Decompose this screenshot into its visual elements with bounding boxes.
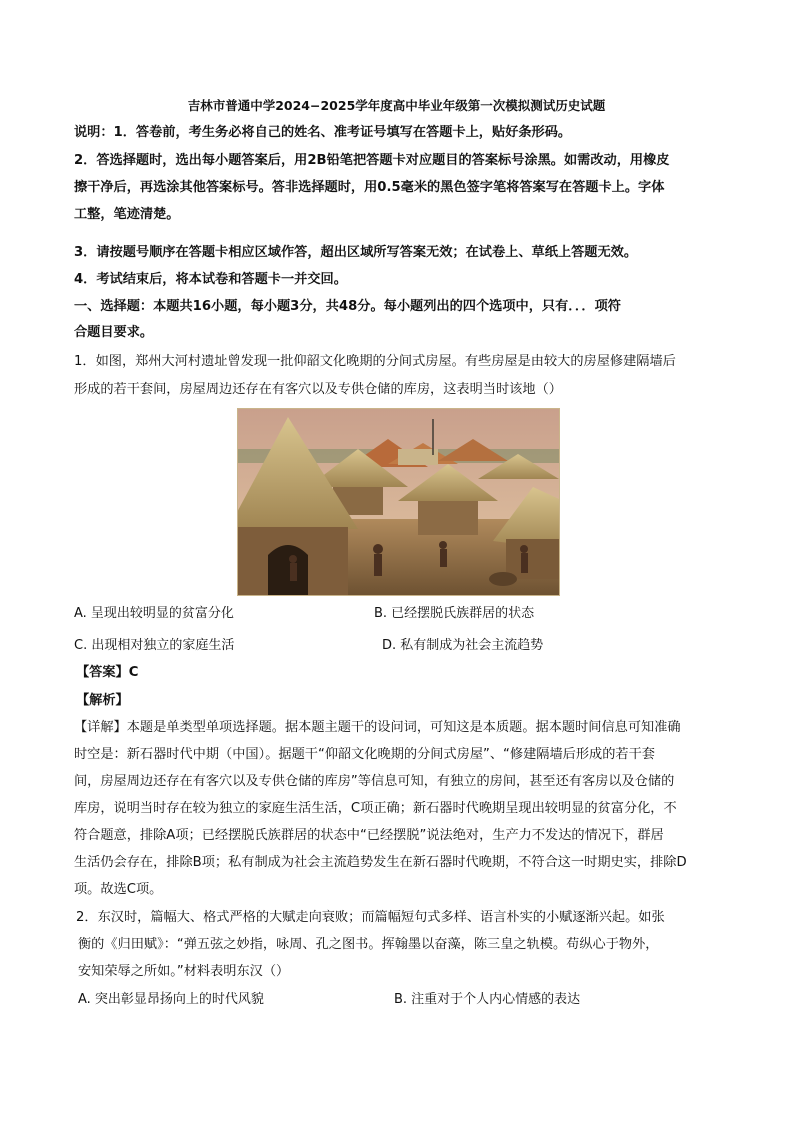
- q1-stem-line-2: 形成的若干套间，房屋周边还存在有客穴以及专供仓储的库房，这表明当时该地（）: [74, 382, 562, 397]
- q1-detail-line-6: 生活仍会存在，排除B项；私有制成为社会主流趋势发生在新石器时代晚期，不符合这一时期史实，排除D: [74, 855, 687, 870]
- neolithic-village-illustration: [237, 408, 560, 596]
- q1-detail-line-4: 库房，说明当时存在较为独立的家庭生活生活，C项正确；新石器时代晚期呈现出较明显的贫富分化，不: [74, 801, 677, 816]
- q1-option-b[interactable]: B. 已经摆脱氏族群居的状态: [374, 606, 535, 621]
- q1-detail-line-5: 符合题意，排除A项；已经摆脱氏族群居的状态中“已经摆脱”说法绝对，生产力不发达的情况下，群居: [74, 828, 664, 843]
- q2-stem-line-1: 2．东汉时，篇幅大、格式严格的大赋走向衰败；而篇幅短句式多样、语言朴实的小赋逐渐兴起。如张: [76, 910, 665, 925]
- q2-stem-line-3: 安知荣辱之所如。”材料表明东汉（）: [78, 964, 290, 979]
- q2-option-b[interactable]: B. 注重对于个人内心情感的表达: [394, 992, 581, 1007]
- q1-analysis-label: 【解析】: [76, 693, 129, 708]
- q2-stem-line-2: 衡的《归田赋》：“弹五弦之妙指，咏周、孔之图书。挥翰墨以奋藻，陈三皇之轨模。苟纵心于物外，: [78, 937, 659, 952]
- instruction-line-2: 2．答选择题时，选出每小题答案后，用2B铅笔把答题卡对应题目的答案标号涂黑。如需改动，用橡皮: [74, 153, 670, 168]
- section-heading-1: 一、选择题：本题共16小题，每小题3分，共48分。每小题列出的四个选项中，只有．．．项符: [74, 299, 621, 314]
- village-image: [238, 409, 559, 595]
- q2-option-a[interactable]: A. 突出彰显昂扬向上的时代风貌: [78, 992, 264, 1007]
- q1-option-d[interactable]: D. 私有制成为社会主流趋势: [382, 638, 544, 653]
- q1-stem-line-1: 1．如图，郑州大河村遗址曾发现一批仰韶文化晚期的分间式房屋。有些房屋是由较大的房屋修建隔墙后: [74, 354, 676, 369]
- q1-detail-line-2: 时空是：新石器时代中期（中国）。据题干“仰韶文化晚期的分间式房屋”、“修建隔墙后形成的若干套: [74, 747, 655, 762]
- instruction-line-1: 说明：1．答卷前，考生务必将自己的姓名、准考证号填写在答题卡上，贴好条形码。: [74, 125, 572, 140]
- instruction-line-3: 擦干净后，再选涂其他答案标号。答非选择题时，用0.5毫米的黑色签字笔将答案写在答题卡上。字体: [74, 180, 665, 195]
- instruction-line-6: 4．考试结束后，将本试卷和答题卡一并交回。: [74, 272, 347, 287]
- section-heading-2: 合题目要求。: [74, 325, 154, 340]
- q1-answer: 【答案】C: [76, 665, 139, 680]
- q1-option-a[interactable]: A. 呈现出较明显的贫富分化: [74, 606, 234, 621]
- q1-option-c[interactable]: C. 出现相对独立的家庭生活: [74, 638, 235, 653]
- q1-detail-line-1: 【详解】本题是单类型单项选择题。据本题主题干的设问词，可知这是本质题。据本题时间信息可知准确: [74, 720, 681, 735]
- instruction-line-4: 工整，笔迹清楚。: [74, 207, 180, 222]
- q1-detail-line-7: 项。故选C项。: [74, 882, 163, 897]
- q1-detail-line-3: 间，房屋周边还存在有客穴以及专供仓储的库房”等信息可知，有独立的房间，甚至还有客房以及仓储的: [74, 774, 675, 789]
- instruction-line-5: 3．请按题号顺序在答题卡相应区域作答，超出区域所写答案无效；在试卷上、草纸上答题无效。: [74, 245, 638, 260]
- exam-title: 吉林市普通中学2024−2025学年度高中毕业年级第一次模拟测试历史试题: [187, 98, 606, 113]
